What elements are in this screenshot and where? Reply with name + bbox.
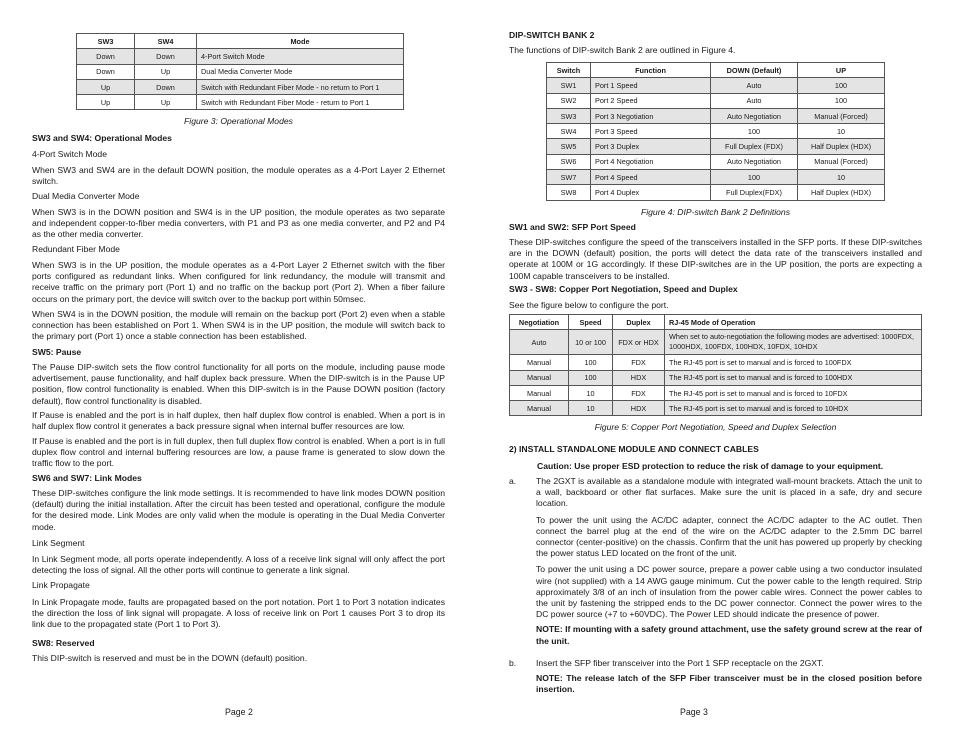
subheading: Link Propagate bbox=[32, 580, 90, 590]
page-number: Page 3 bbox=[680, 707, 708, 717]
table-header: Switch bbox=[547, 63, 591, 78]
note: NOTE: If mounting with a safety ground attachment, use the safety ground screw at the rear of the unit. bbox=[536, 624, 922, 646]
section-heading: SW8: Reserved bbox=[32, 638, 95, 648]
table-row bbox=[547, 93, 885, 108]
figure-caption: Figure 5: Copper Port Negotiation, Speed and Duplex Selection bbox=[594, 422, 837, 432]
table-cell: Manual (Forced) bbox=[798, 108, 885, 123]
table-cell: 10 bbox=[798, 170, 885, 185]
table-cell: The RJ-45 port is set to manual and is forced to 100HDX bbox=[665, 370, 922, 385]
paragraph: When SW3 and SW4 are in the default DOWN position, the module operates as a 4-Port Layer 2 Ethernet switch. bbox=[32, 165, 445, 187]
table-cell: Auto bbox=[510, 330, 569, 355]
table-cell: Down bbox=[135, 79, 197, 94]
section-heading: SW3 and SW4: Operational Modes bbox=[32, 133, 172, 143]
table-cell: SW8 bbox=[547, 185, 591, 200]
section-heading: 2) INSTALL STANDALONE MODULE AND CONNECT CABLES bbox=[509, 444, 759, 454]
table-header-row bbox=[547, 63, 885, 78]
table-cell: Port 4 Duplex bbox=[591, 185, 711, 200]
table-cell: SW5 bbox=[547, 139, 591, 154]
table-cell: Port 3 Duplex bbox=[591, 139, 711, 154]
table-cell: When set to auto-negotiation the following modes are advertised: 1000FDX, 1000HDX, 100FDX, 100HDX, 10FDX, 10HDX bbox=[665, 330, 922, 355]
section-heading: SW1 and SW2: SFP Port Speed bbox=[509, 222, 636, 232]
table-cell: Manual bbox=[510, 401, 569, 416]
table-cell: Auto bbox=[711, 78, 798, 93]
paragraph: This DIP-switch is reserved and must be in the DOWN (default) position. bbox=[32, 653, 308, 663]
paragraph: The 2GXT is available as a standalone module with integrated wall-mount brackets. Attach the unit to a wall, backboard or other flat surfaces. Make sure the unit is placed in a safe, dry and secure location. bbox=[536, 476, 922, 509]
paragraph: To power the unit using a DC power source, prepare a power cable using a two conductor insulated wire (not supplied) with a 14 AWG gauge minimum. Cut the power cable to the length required. Strip approximately 3/8 of an inch of insulation from the power cable wires. Connect the power cables to the unit by fastening the stripped ends to the DC power connector. Connect the power wires to the DC power source (+7 to +60VDC). The Power LED should indicate the presence of power. bbox=[536, 564, 922, 620]
table-row bbox=[547, 139, 885, 154]
table-cell: 4-Port Switch Mode bbox=[197, 49, 404, 64]
table-row bbox=[510, 370, 922, 385]
table-header: Mode bbox=[197, 34, 404, 49]
table-row bbox=[510, 385, 922, 400]
table-cell: Up bbox=[77, 79, 135, 94]
table-cell: Half Duplex (HDX) bbox=[798, 139, 885, 154]
table-row bbox=[77, 79, 404, 94]
table-cell: Full Duplex (FDX) bbox=[711, 139, 798, 154]
paragraph: The functions of DIP-switch Bank 2 are outlined in Figure 4. bbox=[509, 45, 736, 55]
table-row bbox=[510, 355, 922, 370]
section-heading: SW6 and SW7: Link Modes bbox=[32, 473, 142, 483]
table-header-row bbox=[510, 315, 922, 330]
table-cell: SW2 bbox=[547, 93, 591, 108]
list-marker: b. bbox=[509, 658, 517, 668]
table-header-row bbox=[77, 34, 404, 49]
paragraph: In Link Propagate mode, faults are propagated based on the port notation. Port 1 to Port 3 notation indicates the direction the loss of link signal will propagate. A loss of receive link on Port 1 causes Port 3 to drop its link due to the propagated state (Port 1 to Port 3). bbox=[32, 597, 445, 630]
table-row bbox=[547, 124, 885, 139]
table-cell: The RJ-45 port is set to manual and is forced to 100FDX bbox=[665, 355, 922, 370]
table-cell: Auto Negotiation bbox=[711, 154, 798, 169]
paragraph: If Pause is enabled and the port is in full duplex, then full duplex flow control is enabled. When a port is in full duplex flow control and internal buffering resources are low, a pause frame is generated to slow down the traffic flow to the port. bbox=[32, 436, 445, 469]
table-cell: Port 3 Negotiation bbox=[591, 108, 711, 123]
table-row bbox=[77, 95, 404, 110]
fig5-table bbox=[509, 314, 922, 416]
table-header: DOWN (Default) bbox=[711, 63, 798, 78]
table-row bbox=[510, 401, 922, 416]
table-cell: Port 1 Speed bbox=[591, 78, 711, 93]
table-cell: FDX bbox=[613, 355, 665, 370]
table-cell: 10 bbox=[569, 401, 613, 416]
paragraph: When SW4 is in the DOWN position, the module will remain on the backup port (Port 2) even when a stable connection has been established on Port 1. When SW4 is in the UP position, the module will switch back to the primary port (Port 1) once a stable connection has been established. bbox=[32, 309, 445, 342]
paragraph: When SW3 is in the DOWN position and SW4 is in the UP position, the module operates as two separate and independent copper-to-fiber media converters, with P1 and P3 as one media converter, and P2 and P4 as the other media converter. bbox=[32, 207, 445, 240]
table-cell: SW4 bbox=[547, 124, 591, 139]
table-header: RJ-45 Mode of Operation bbox=[665, 315, 922, 330]
section-heading: DIP-SWITCH BANK 2 bbox=[509, 30, 595, 40]
table-cell: 100 bbox=[798, 93, 885, 108]
section-heading: SW3 - SW8: Copper Port Negotiation, Speed and Duplex bbox=[509, 284, 738, 294]
table-row bbox=[547, 154, 885, 169]
table-cell: Port 3 Speed bbox=[591, 124, 711, 139]
figure-caption: Figure 4: DIP-switch Bank 2 Definitions bbox=[640, 207, 791, 217]
table-cell: Up bbox=[135, 64, 197, 79]
table-cell: Down bbox=[77, 49, 135, 64]
fig4-table bbox=[546, 62, 885, 201]
table-header: SW3 bbox=[77, 34, 135, 49]
paragraph: When SW3 is in the UP position, the module operates as a 4-Port Layer 2 Ethernet switch with the fiber ports configured as redundant links. When configured for link redundancy, the module will transmit and receive traffic on the primary port (Port 1) and no traffic on the backup port (Port 2). When a fiber failure occurs on the primary port, the device will switch over to the backup port within 50msec. bbox=[32, 260, 445, 304]
fig3-table bbox=[76, 33, 404, 110]
table-cell: Switch with Redundant Fiber Mode - return to Port 1 bbox=[197, 95, 404, 110]
list-item bbox=[509, 476, 922, 647]
table-cell: 100 bbox=[798, 78, 885, 93]
caution-note: Caution: Use proper ESD protection to reduce the risk of damage to your equipment. bbox=[537, 461, 884, 471]
table-cell: Full Duplex(FDX) bbox=[711, 185, 798, 200]
table-cell: Auto Negotiation bbox=[711, 108, 798, 123]
table-cell: FDX bbox=[613, 385, 665, 400]
subheading: 4-Port Switch Mode bbox=[32, 149, 107, 159]
table-row bbox=[547, 108, 885, 123]
table-row bbox=[510, 330, 922, 355]
table-cell: HDX bbox=[613, 370, 665, 385]
table-cell: Down bbox=[135, 49, 197, 64]
figure-caption: Figure 3: Operational Modes bbox=[184, 116, 293, 126]
table-row bbox=[547, 170, 885, 185]
page-number: Page 2 bbox=[225, 707, 253, 717]
subheading: Redundant Fiber Mode bbox=[32, 244, 120, 254]
paragraph: These DIP-switches configure the speed of the transceivers installed in the SFP ports. If these DIP-switches are in the DOWN (default) position, the ports will detect the data rate of the transceivers installed and operate at 100M or 1G accordingly. If these DIP-switches are in the UP position, the ports are expecting a 100M capable transceivers to be installed. bbox=[509, 237, 922, 281]
table-cell: 100 bbox=[569, 355, 613, 370]
table-cell: Dual Media Converter Mode bbox=[197, 64, 404, 79]
subheading: Link Segment bbox=[32, 538, 85, 548]
table-cell: SW6 bbox=[547, 154, 591, 169]
table-row bbox=[547, 185, 885, 200]
list-marker: a. bbox=[509, 476, 517, 486]
subheading: Dual Media Converter Mode bbox=[32, 191, 140, 201]
paragraph: In Link Segment mode, all ports operate independently. A loss of a receive link signal will only affect the port detecting the loss of signal. All the other ports will continue to generate a link signal. bbox=[32, 554, 445, 576]
paragraph: See the figure below to configure the port. bbox=[509, 300, 669, 310]
table-cell: The RJ-45 port is set to manual and is forced to 10FDX bbox=[665, 385, 922, 400]
table-cell: Half Duplex (HDX) bbox=[798, 185, 885, 200]
table-cell: 100 bbox=[569, 370, 613, 385]
section-heading: SW5: Pause bbox=[32, 347, 82, 357]
table-cell: Port 2 Speed bbox=[591, 93, 711, 108]
table-cell: Port 4 Speed bbox=[591, 170, 711, 185]
table-cell: Up bbox=[77, 95, 135, 110]
table-cell: The RJ-45 port is set to manual and is forced to 10HDX bbox=[665, 401, 922, 416]
table-cell: HDX bbox=[613, 401, 665, 416]
table-header: Duplex bbox=[613, 315, 665, 330]
table-cell: Manual bbox=[510, 370, 569, 385]
table-cell: 10 bbox=[798, 124, 885, 139]
table-cell: 100 bbox=[711, 124, 798, 139]
table-header: SW4 bbox=[135, 34, 197, 49]
table-cell: Down bbox=[77, 64, 135, 79]
table-cell: Manual (Forced) bbox=[798, 154, 885, 169]
table-header: Speed bbox=[569, 315, 613, 330]
table-row bbox=[77, 64, 404, 79]
list-item bbox=[509, 658, 922, 696]
table-cell: SW7 bbox=[547, 170, 591, 185]
table-row bbox=[547, 78, 885, 93]
table-cell: Auto bbox=[711, 93, 798, 108]
table-cell: Switch with Redundant Fiber Mode - no return to Port 1 bbox=[197, 79, 404, 94]
table-row bbox=[77, 49, 404, 64]
paragraph: To power the unit using the AC/DC adapter, connect the AC/DC adapter to the AC outlet. Then connect the barrel plug at the end of the wire on the AC/DC adapter to the 2.5mm DC barrel connector (center-positive) on the chassis. Confirm that the unit has powered up properly by checking the power status LED located on the front of the unit. bbox=[536, 514, 922, 559]
table-cell: Manual bbox=[510, 385, 569, 400]
paragraph: The Pause DIP-switch sets the flow control functionality for all ports on the module, including pause mode advertisement, pause functionality, and half duplex back pressure. When the DIP-switch is in the Pause UP position, flow control functionality is enabled. When this DIP-switch is in the Pause DOWN position (factory default), flow control functionality is disabled. bbox=[32, 362, 445, 406]
note: NOTE: The release latch of the SFP Fiber transceiver must be in the closed position before insertion. bbox=[536, 673, 922, 695]
paragraph: If Pause is enabled and the port is in half duplex, then half duplex flow control is enabled. When a port is in half duplex flow control it generates a back pressure signal when internal buffer resources are low. bbox=[32, 410, 445, 432]
table-header: Function bbox=[591, 63, 711, 78]
table-cell: Port 4 Negotiation bbox=[591, 154, 711, 169]
table-cell: Manual bbox=[510, 355, 569, 370]
table-cell: SW1 bbox=[547, 78, 591, 93]
table-header: Negotiation bbox=[510, 315, 569, 330]
table-cell: Up bbox=[135, 95, 197, 110]
table-cell: 10 bbox=[569, 385, 613, 400]
table-cell: SW3 bbox=[547, 108, 591, 123]
table-cell: 100 bbox=[711, 170, 798, 185]
table-cell: 10 or 100 bbox=[569, 330, 613, 355]
paragraph: Insert the SFP fiber transceiver into the Port 1 SFP receptacle on the 2GXT. bbox=[536, 658, 824, 668]
paragraph: These DIP-switches configure the link mode settings. It is recommended to have link modes DOWN position (default) during the initial installation. After the circuit has been tested and operational, configure the module for the desired mode. Link Modes are only valid when the module is operating in the Dual Media Converter mode. bbox=[32, 488, 445, 532]
table-cell: FDX or HDX bbox=[613, 330, 665, 355]
table-header: UP bbox=[798, 63, 885, 78]
